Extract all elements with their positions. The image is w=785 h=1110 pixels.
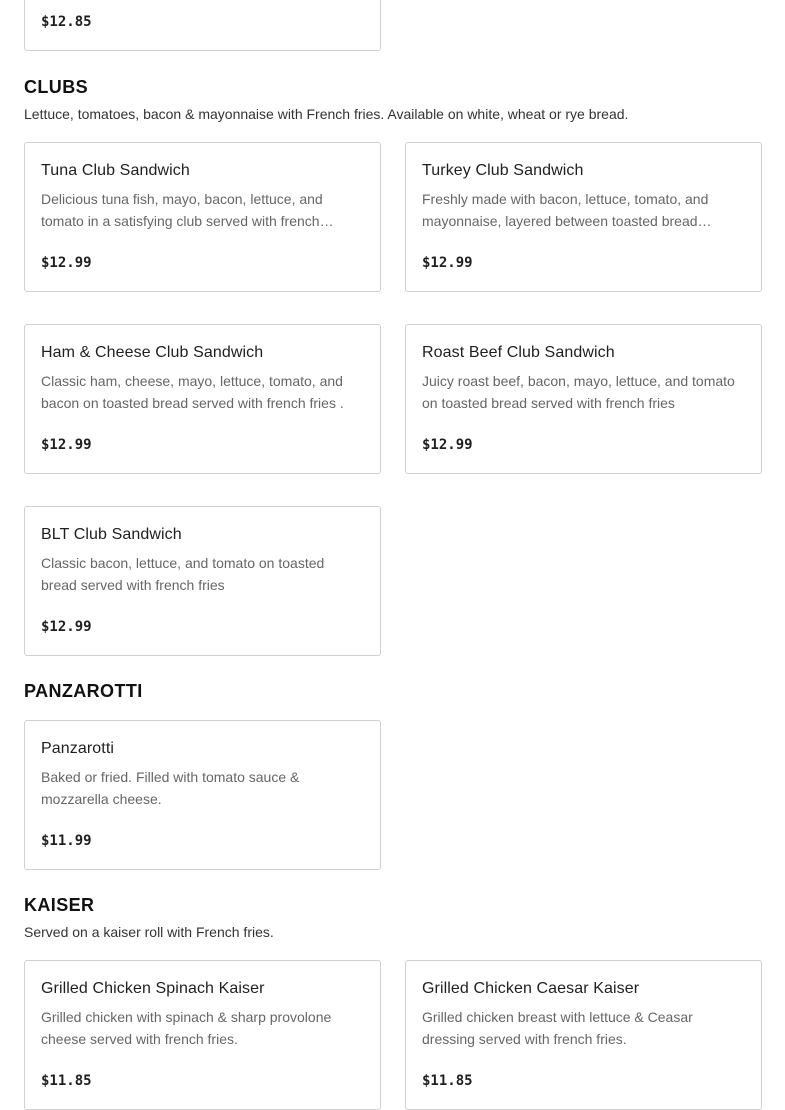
menu-item-description: Freshly made with bacon, lettuce, tomato, and mayonnaise, layered between toasted bread… bbox=[422, 191, 712, 229]
menu-item-name: Grilled Chicken Caesar Kaiser bbox=[422, 980, 640, 997]
menu-item-grilled-chicken-spinach-kaiser[interactable] bbox=[24, 960, 381, 1110]
menu-item-grilled-chicken-caesar-kaiser[interactable] bbox=[405, 960, 762, 1110]
menu-item-name: Grilled Chicken Spinach Kaiser bbox=[41, 980, 265, 997]
menu-item-price: $12.99 bbox=[41, 619, 92, 635]
menu-item-price: $11.99 bbox=[41, 833, 92, 849]
menu-item-name: Tuna Club Sandwich bbox=[41, 162, 190, 179]
menu-item-roast-beef-club-sandwich[interactable] bbox=[405, 324, 762, 474]
menu-item-turkey-club-sandwich[interactable] bbox=[405, 142, 762, 292]
menu-item-price: $12.85 bbox=[41, 14, 92, 30]
menu-item-price: $12.99 bbox=[41, 255, 92, 271]
menu-item-price: $11.85 bbox=[41, 1073, 92, 1089]
menu-item-name: Ham & Cheese Club Sandwich bbox=[41, 344, 264, 361]
menu-item-card[interactable] bbox=[24, 0, 381, 51]
menu-item-description: Classic ham, cheese, mayo, lettuce, tomato, and bacon on toasted bread served with french fries . bbox=[41, 373, 344, 411]
menu-item-tuna-club-sandwich[interactable] bbox=[24, 142, 381, 292]
menu-item-ham-cheese-club-sandwich[interactable] bbox=[24, 324, 381, 474]
section-title-panzarotti: PANZAROTTI bbox=[24, 681, 143, 701]
section-description-clubs: Lettuce, tomatoes, bacon & mayonnaise with French fries. Available on white, wheat or rye bread. bbox=[24, 106, 629, 122]
menu-item-price: $12.99 bbox=[422, 437, 473, 453]
menu-item-name: Turkey Club Sandwich bbox=[422, 162, 584, 179]
menu-item-description: Juicy roast beef, bacon, mayo, lettuce, and tomato on toasted bread served with french fries bbox=[422, 373, 735, 411]
menu-item-blt-club-sandwich[interactable] bbox=[24, 506, 381, 656]
menu-item-description: Classic bacon, lettuce, and tomato on toasted bread served with french fries bbox=[41, 555, 325, 593]
menu-item-name: BLT Club Sandwich bbox=[41, 526, 182, 543]
menu-item-panzarotti[interactable] bbox=[24, 720, 381, 870]
menu-item-description: Delicious tuna fish, mayo, bacon, lettuce, and tomato in a satisfying club served with french… bbox=[41, 191, 334, 229]
menu-item-price: $12.99 bbox=[41, 437, 92, 453]
section-title-kaiser: KAISER bbox=[24, 895, 95, 915]
menu-item-price: $11.85 bbox=[422, 1073, 473, 1089]
menu-item-description: Grilled chicken with spinach & sharp provolone cheese served with french fries. bbox=[41, 1009, 332, 1047]
section-description-kaiser: Served on a kaiser roll with French fries. bbox=[24, 924, 274, 940]
menu-item-description: Baked or fried. Filled with tomato sauce & mozzarella cheese. bbox=[41, 769, 300, 807]
section-title-clubs: CLUBS bbox=[24, 77, 88, 97]
menu-item-price: $12.99 bbox=[422, 255, 473, 271]
menu-item-name: Panzarotti bbox=[41, 740, 115, 757]
menu-item-description: Grilled chicken breast with lettuce & Ceasar dressing served with french fries. bbox=[422, 1009, 693, 1047]
menu-item-name: Roast Beef Club Sandwich bbox=[422, 344, 615, 361]
